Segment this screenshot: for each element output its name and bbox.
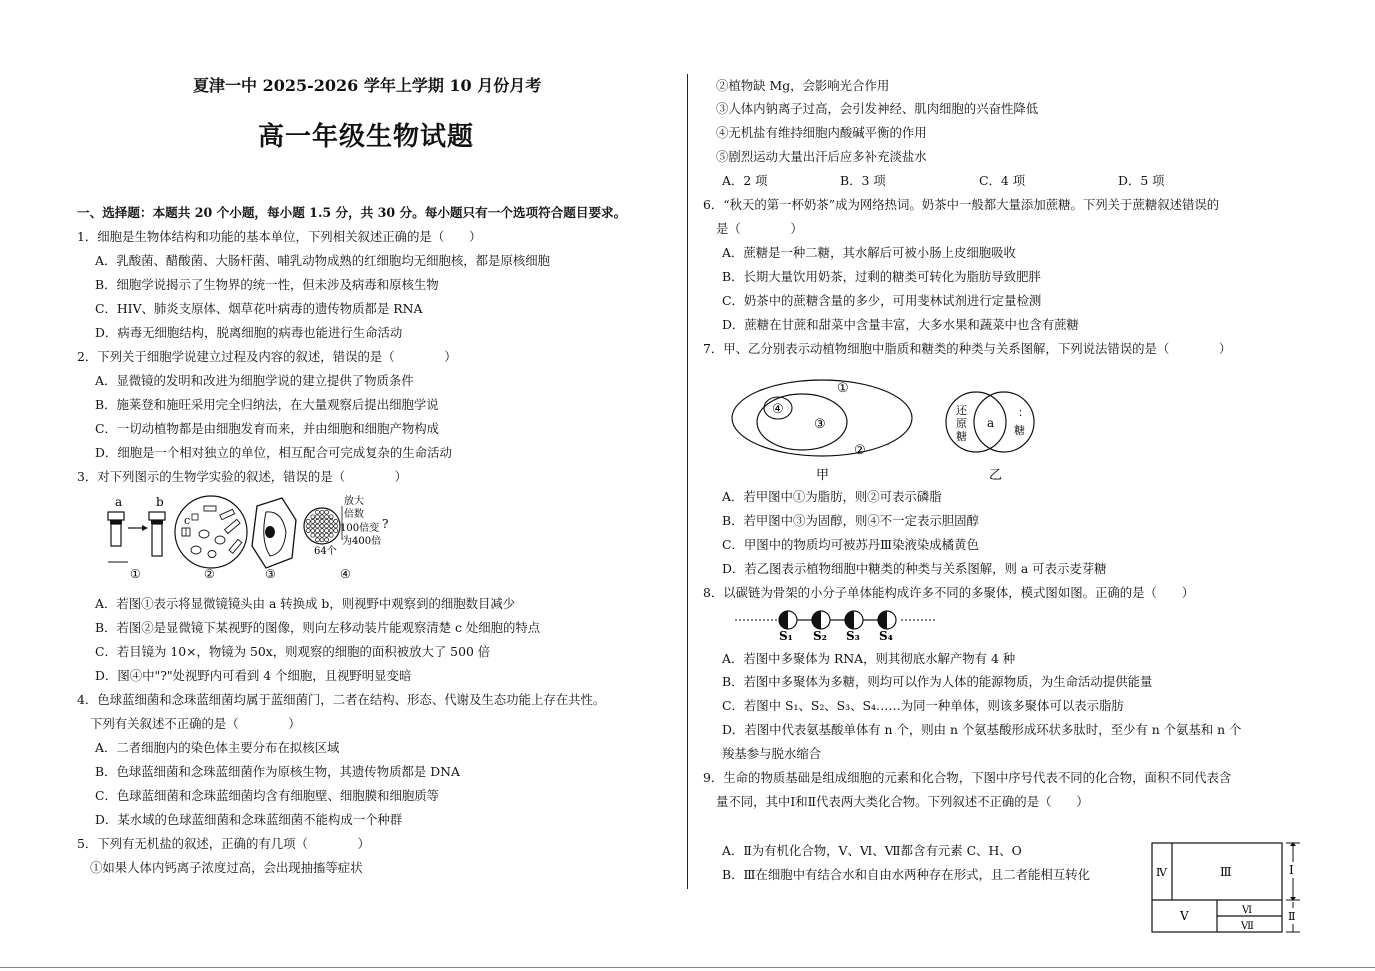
cell-dot <box>306 529 310 533</box>
cell-dot <box>320 515 324 519</box>
monomer-s3 <box>845 611 863 629</box>
q1-option-b: B．细胞学说揭示了生物界的统一性，但未涉及病毒和原核生物 <box>95 277 439 292</box>
q3-option-b: B．若图②是显微镜下某视野的图像，则向左移动装片能观察清楚 c 处细胞的特点 <box>95 620 541 635</box>
fig8-s3: S₃ <box>846 629 860 643</box>
q5-stem: 5．下列有无机盐的叙述，正确的有几项（ ） <box>77 836 370 851</box>
cell-dot <box>311 524 315 528</box>
q9-figure <box>1150 840 1310 936</box>
cell-dot <box>315 538 319 542</box>
q5-option-a: A．2 项 <box>722 173 768 188</box>
monomer-s2 <box>812 611 830 629</box>
fig8-s2: S₂ <box>813 629 827 643</box>
fig3-mag-4: 为400倍 <box>342 536 382 547</box>
cell-dot <box>329 529 333 533</box>
fig3-count: 64个 <box>314 546 337 557</box>
q4-stem-line1: 4．色球蓝细菌和念珠蓝细菌均属于蓝细菌门，二者在结构、形态、代谢及生态功能上存在共性。 <box>77 692 606 707</box>
q1-option-c: C．HIV、肺炎支原体、烟草花叶病毒的遗传物质都是 RNA <box>95 301 423 316</box>
exam-title: 夏津一中 2025-2026 学年上学期 10 月份月考 <box>193 76 542 95</box>
fig7-label-a: a <box>987 416 995 430</box>
section-heading: 一、选择题：本题共 20 个小题，每小题 1.5 分，共 30 分。每小题只有一个选项符合题目要求。 <box>77 205 627 220</box>
cell-dot <box>306 519 310 523</box>
cell-dot <box>334 519 338 523</box>
fig3-label-c: c <box>184 514 191 527</box>
cell-dot <box>334 529 338 533</box>
q6-stem-line2: 是（ ） <box>716 221 803 236</box>
q4-stem-line2: 下列有关叙述不正确的是（ ） <box>90 716 301 731</box>
q3-option-c: C．若目镜为 10×，物镜为 50x，则观察的细胞的面积被放大了 500 倍 <box>95 644 491 659</box>
column-divider <box>687 74 688 889</box>
fig9-label-vii: Ⅶ <box>1241 921 1254 932</box>
page-title: 高一年级生物试题 <box>258 122 475 152</box>
monomer-s4 <box>878 611 896 629</box>
fig7-right-2: 糖 <box>1014 424 1025 437</box>
q6-option-a: A．蔗糖是一种二糖，其水解后可被小肠上皮细胞吸收 <box>722 245 1016 260</box>
fig3-label-b: b <box>156 495 164 509</box>
q3-option-d: D．图④中"?"处视野内可看到 4 个细胞，且视野明显变暗 <box>95 668 412 683</box>
q7-option-c: C．甲图中的物质均可被苏丹Ⅲ染液染成橘黄色 <box>722 537 979 552</box>
q2-option-a: A．显微镜的发明和改进为细胞学说的建立提供了物质条件 <box>95 373 414 388</box>
fig3-mag-3: 100倍变 <box>340 523 380 534</box>
q9-option-a: A．Ⅱ为有机化合物，Ⅴ、Ⅵ、Ⅶ都含有元素 C、H、O <box>722 843 1022 858</box>
cell-dot <box>329 533 333 537</box>
q8-option-d-line2: 羧基参与脱水缩合 <box>722 746 822 761</box>
fig7-circle-2: ② <box>854 443 866 458</box>
q8-stem: 8．以碳链为骨架的小分子单体能构成许多不同的多聚体，模式图如图。正确的是（ ） <box>703 585 1195 600</box>
fig9-label-iii: Ⅲ <box>1220 865 1232 879</box>
monomer-s1 <box>779 611 797 629</box>
q9-stem-line2: 量不同，其中Ⅰ和Ⅱ代表两大类化合物。下列叙述不正确的是（ ） <box>716 794 1089 809</box>
q5-statement-3: ③人体内钠离子过高，会引发神经、肌肉细胞的兴奋性降低 <box>716 101 1039 116</box>
cell-dot <box>311 529 315 533</box>
q1-option-d: D．病毒无细胞结构，脱离细胞的病毒也能进行生命活动 <box>95 325 403 340</box>
fig3-label-a: a <box>115 495 123 509</box>
cell-dot <box>315 524 319 528</box>
cell-dot <box>320 533 324 537</box>
q5-statement-5: ⑤剧烈运动大量出汗后应多补充淡盐水 <box>716 149 927 164</box>
q8-option-c: C．若图中 S₁、S₂、S₃、S₄……为同一种单体，则该多聚体可以表示脂肪 <box>722 698 1124 713</box>
fig8-s1: S₁ <box>779 629 793 643</box>
q7-figure <box>730 372 1070 486</box>
q5-statement-2: ②植物缺 Mg，会影响光合作用 <box>716 78 890 93</box>
fig7-right-1: ： <box>1018 406 1029 419</box>
fig3-num-1: ① <box>130 567 141 581</box>
cell-dot <box>329 524 333 528</box>
q7-option-a: A．若甲图中①为脂肪，则②可表示磷脂 <box>722 489 942 504</box>
cell-dot <box>334 524 338 528</box>
q5-option-b: B．3 项 <box>840 173 886 188</box>
fig7-label-jia: 甲 <box>816 468 830 483</box>
cell-dot <box>325 510 329 514</box>
fig9-label-ii: Ⅱ <box>1288 910 1296 923</box>
q6-option-c: C．奶茶中的蔗糖含量的多少，可用斐林试剂进行定量检测 <box>722 293 1042 308</box>
cell-dot <box>325 538 329 542</box>
q7-option-d: D．若乙图表示植物细胞中糖类的种类与关系图解，则 a 可表示麦芽糖 <box>722 561 1107 576</box>
q7-stem: 7．甲、乙分别表示动植物细胞中脂质和糖类的种类与关系图解，下列说法错误的是（ ） <box>703 341 1232 356</box>
fig9-label-vi: Ⅵ <box>1242 905 1253 916</box>
fig7-left-2: 原 <box>956 417 967 430</box>
fig7-left-3: 糖 <box>956 430 967 443</box>
cell-dot <box>320 538 324 542</box>
fig7-left-1: 还 <box>956 404 967 417</box>
fig3-num-3: ③ <box>265 567 276 581</box>
cell-dot <box>320 524 324 528</box>
fig7-circle-4: ④ <box>772 402 784 417</box>
q6-option-d: D．蔗糖在甘蔗和甜菜中含量丰富，大多水果和蔬菜中也含有蔗糖 <box>722 317 1079 332</box>
cell-dot <box>315 533 319 537</box>
q2-option-b: B．施莱登和施旺采用完全归纳法，在大量观察后提出细胞学说 <box>95 397 439 412</box>
page-bottom-edge <box>0 967 1375 968</box>
fig3-mag-2: 倍数 <box>344 509 364 520</box>
cell-dot <box>329 519 333 523</box>
q2-option-c: C．一切动植物都是由细胞发育而来，并由细胞和细胞产物构成 <box>95 421 440 436</box>
cell-dot <box>311 533 315 537</box>
cell-dot <box>325 524 329 528</box>
cell-dot <box>325 533 329 537</box>
fig9-label-v: Ⅴ <box>1180 909 1189 923</box>
q4-option-b: B．色球蓝细菌和念珠蓝细菌作为原核生物，其遗传物质都是 DNA <box>95 764 460 779</box>
q8-figure <box>735 609 945 643</box>
fig3-num-4: ④ <box>340 567 351 581</box>
fig9-label-i: Ⅰ <box>1289 863 1294 877</box>
q2-stem: 2．下列关于细胞学说建立过程及内容的叙述，错误的是（ ） <box>77 349 457 364</box>
cell-dot <box>325 519 329 523</box>
q5-statement-4: ④无机盐有维持细胞内酸碱平衡的作用 <box>716 125 927 140</box>
q7-option-b: B．若甲图中③为固醇，则④不一定表示胆固醇 <box>722 513 979 528</box>
fig7-circle-1: ① <box>837 381 849 396</box>
cell-dot <box>315 519 319 523</box>
q9-stem-line1: 9．生命的物质基础是组成细胞的元素和化合物，下图中序号代表不同的化合物，面积不同代表含 <box>703 770 1232 785</box>
q5-option-c: C．4 项 <box>979 173 1026 188</box>
q4-option-a: A．二者细胞内的染色体主要分布在拟核区域 <box>95 740 340 755</box>
q4-option-d: D．某水域的色球蓝细菌和念珠蓝细菌不能构成一个种群 <box>95 812 403 827</box>
q8-option-b: B．若图中多聚体为多糖，则均可以作为人体的能源物质，为生命活动提供能量 <box>722 674 1153 689</box>
q1-option-a: A．乳酸菌、醋酸菌、大肠杆菌、哺乳动物成熟的红细胞均无细胞核，都是原核细胞 <box>95 253 551 268</box>
fig3-mag-1: 放大 <box>344 496 364 507</box>
fig3-num-2: ② <box>204 567 215 581</box>
q8-option-d-line1: D．若图中代表氨基酸单体有 n 个，则由 n 个氨基酸形成环状多肽时，至少有 n 个氨基和 n 个 <box>722 722 1242 737</box>
q3-figure <box>100 492 400 584</box>
q3-option-a: A．若图①表示将显微镜镜头由 a 转换成 b，则视野中观察到的细胞数目减少 <box>95 596 516 611</box>
fig3-question: ? <box>382 517 389 531</box>
cell-dot <box>315 529 319 533</box>
cell-dot <box>315 510 319 514</box>
cell-dot <box>311 515 315 519</box>
q1-stem: 1．细胞是生物体结构和功能的基本单位，下列相关叙述正确的是（ ） <box>77 229 482 244</box>
cell-dot <box>329 515 333 519</box>
q3-stem: 3．对下列图示的生物学实验的叙述，错误的是（ ） <box>77 469 408 484</box>
fig7-label-yi: 乙 <box>989 468 1003 483</box>
cell-dot <box>325 529 329 533</box>
q6-option-b: B．长期大量饮用奶茶，过剩的糖类可转化为脂肪导致肥胖 <box>722 269 1041 284</box>
cell-dot <box>320 529 324 533</box>
fig8-s4: S₄ <box>879 629 893 643</box>
q4-option-c: C．色球蓝细菌和念珠蓝细菌均含有细胞壁、细胞膜和细胞质等 <box>95 788 440 803</box>
cell-dot <box>311 519 315 523</box>
fig9-label-iv: Ⅳ <box>1156 866 1167 879</box>
cell-dot <box>320 519 324 523</box>
q8-option-a: A．若图中多聚体为 RNA，则其彻底水解产物有 4 种 <box>722 651 1016 666</box>
q9-option-b: B．Ⅲ在细胞中有结合水和自由水两种存在形式，且二者能相互转化 <box>722 867 1090 882</box>
cell-dot <box>306 524 310 528</box>
cell-dot <box>315 515 319 519</box>
q6-stem-line1: 6．“秋天的第一杯奶茶”成为网络热词。奶茶中一般都大量添加蔗糖。下列关于蔗糖叙述错误的 <box>703 197 1220 212</box>
q5-statement-1: ①如果人体内钙离子浓度过高，会出现抽搐等症状 <box>90 860 363 875</box>
cell-dot <box>320 510 324 514</box>
cell-dot <box>325 515 329 519</box>
fig7-circle-3: ③ <box>814 417 826 432</box>
q5-option-d: D．5 项 <box>1118 173 1165 188</box>
q2-option-d: D．细胞是一个相对独立的单位，相互配合可完成复杂的生命活动 <box>95 445 452 460</box>
